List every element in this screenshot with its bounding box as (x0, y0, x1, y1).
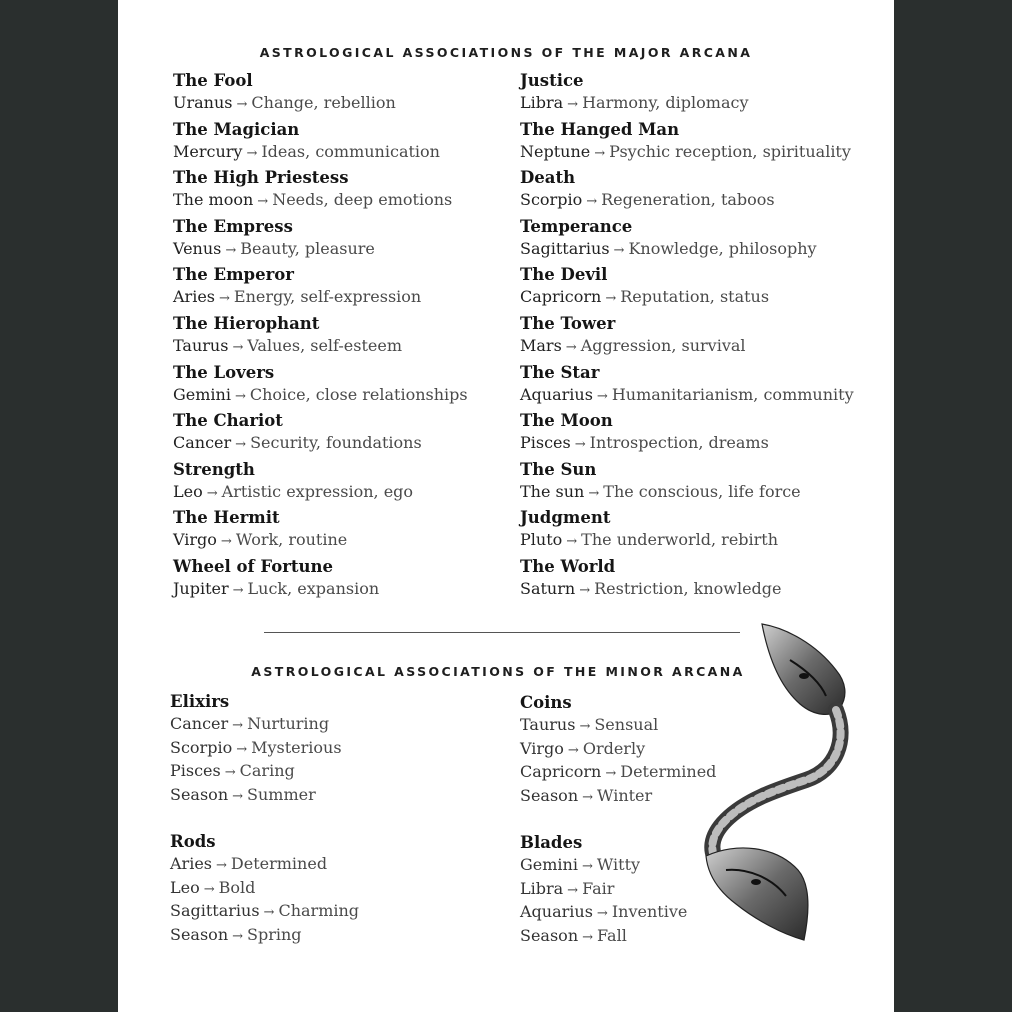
meaning: Beauty, pleasure (240, 238, 375, 258)
card-association (520, 432, 890, 456)
sign: Libra (520, 878, 564, 898)
card-name: Death (520, 168, 576, 188)
arrow-icon: → (586, 194, 598, 210)
arcana-entry (173, 507, 503, 556)
card-association (173, 286, 503, 310)
sign: Aries (170, 854, 212, 873)
card-name: The Moon (520, 411, 613, 431)
planet-or-sign: Libra (520, 93, 564, 112)
arrow-icon: → (203, 881, 215, 897)
arrow-icon: → (567, 882, 579, 898)
card-association (520, 384, 890, 408)
suit-association (170, 760, 470, 784)
arcana-entry (520, 556, 890, 605)
sign: Pisces (170, 761, 221, 781)
meaning: Aggression, survival (580, 335, 746, 355)
arrow-icon: → (613, 242, 625, 258)
suit-association (170, 737, 470, 761)
arrow-icon: → (206, 485, 218, 501)
trait: Fall (597, 925, 627, 945)
planet-or-sign: The moon (173, 190, 254, 210)
sign: Aquarius (520, 902, 593, 922)
two-headed-serpent-icon (686, 620, 886, 950)
arrow-icon: → (579, 582, 591, 598)
sign: Capricorn (520, 762, 602, 782)
card-name: The Lovers (173, 362, 275, 382)
sign: Sagittarius (170, 901, 260, 921)
arcana-entry (173, 167, 503, 216)
arrow-icon: → (232, 718, 244, 733)
suit-association (170, 713, 470, 737)
planet-or-sign: Neptune (520, 141, 591, 161)
arrow-icon: → (596, 388, 608, 404)
arrow-icon: → (232, 788, 244, 804)
arcana-entry (520, 119, 890, 168)
trait: Determined (620, 762, 717, 782)
meaning: Security, foundations (250, 433, 422, 453)
arrow-icon: → (216, 858, 227, 873)
planet-or-sign: Virgo (173, 530, 217, 550)
meaning: Restriction, knowledge (594, 578, 782, 598)
planet-or-sign: Aquarius (520, 384, 593, 404)
arcana-entry (520, 410, 890, 459)
arrow-icon: → (594, 145, 606, 161)
suit-rods (170, 831, 470, 947)
arcana-entry (520, 167, 890, 216)
arcana-entry (173, 119, 503, 168)
card-association (173, 529, 503, 553)
card-association (173, 481, 503, 505)
suit-association (170, 924, 470, 948)
card-association (520, 335, 890, 359)
meaning: Introspection, dreams (589, 433, 769, 453)
arrow-icon: → (596, 906, 608, 922)
card-association (173, 384, 503, 408)
card-name: Judgment (520, 508, 611, 528)
card-name: The Devil (520, 265, 608, 285)
arcana-entry (173, 70, 503, 119)
arrow-icon: → (566, 534, 578, 550)
planet-or-sign: Sagittarius (520, 238, 610, 258)
card-name: The Hierophant (173, 313, 320, 333)
planet-or-sign: Leo (173, 481, 203, 501)
meaning: Regeneration, taboos (601, 190, 775, 210)
trait: Determined (230, 854, 328, 873)
card-name: The Fool (173, 71, 253, 90)
meaning: Psychic reception, spirituality (609, 141, 851, 161)
trait: Fair (582, 878, 615, 898)
planet-or-sign: Scorpio (520, 190, 583, 210)
card-name: The Sun (520, 459, 597, 479)
sign: Season (520, 925, 579, 945)
arrow-icon: → (582, 789, 594, 805)
arrow-icon: → (225, 242, 237, 258)
card-association (520, 481, 890, 505)
card-name: Wheel of Fortune (173, 556, 334, 576)
sign: Season (170, 784, 229, 804)
card-name: The Empress (173, 216, 293, 236)
suit-name: Elixirs (170, 692, 230, 711)
meaning: Choice, close relationships (249, 384, 468, 404)
trait: Witty (596, 855, 641, 874)
arrow-icon: → (581, 859, 593, 874)
arrow-icon: → (232, 339, 244, 355)
planet-or-sign: Saturn (520, 578, 576, 598)
suit-name: Coins (520, 693, 572, 712)
major-arcana-heading: ASTROLOGICAL ASSOCIATIONS OF THE MAJOR ARCANA (259, 45, 753, 60)
sign: Season (170, 924, 229, 944)
trait: Bold (218, 877, 256, 897)
arcana-entry (520, 216, 890, 265)
trait: Mysterious (251, 737, 342, 757)
arrow-icon: → (582, 929, 594, 945)
sign: Gemini (520, 855, 578, 874)
arrow-icon: → (235, 437, 247, 453)
sign: Virgo (520, 738, 564, 758)
trait: Charming (278, 901, 360, 921)
card-name: The Star (520, 362, 600, 382)
arcana-entry (173, 459, 503, 508)
arrow-icon: → (246, 145, 258, 161)
planet-or-sign: Aries (173, 287, 215, 307)
meaning: Needs, deep emotions (272, 190, 453, 210)
planet-or-sign: Taurus (173, 335, 229, 355)
arcana-entry (520, 264, 890, 313)
planet-or-sign: Pluto (520, 530, 563, 550)
sign: Scorpio (170, 737, 233, 757)
card-name: The Chariot (173, 411, 283, 431)
planet-or-sign: Mars (520, 335, 562, 355)
arcana-entry (173, 313, 503, 362)
arrow-icon: → (567, 742, 579, 758)
trait: Caring (239, 761, 295, 781)
card-association (520, 286, 890, 310)
card-name: The Hanged Man (520, 119, 680, 139)
card-association (520, 238, 890, 262)
arrow-icon: → (257, 194, 269, 210)
suit-elixirs (170, 691, 470, 807)
arcana-entry (520, 362, 890, 411)
planet-or-sign: Gemini (173, 384, 231, 404)
card-association (173, 578, 503, 602)
card-name: The Tower (520, 313, 616, 333)
card-association (520, 578, 890, 602)
card-association (173, 92, 503, 116)
suit-association (170, 900, 470, 924)
meaning: The underworld, rebirth (581, 530, 779, 550)
arrow-icon: → (224, 765, 236, 781)
major-arcana-left-column (173, 70, 503, 605)
suit-name: Blades (520, 833, 583, 852)
arcana-entry (173, 410, 503, 459)
trait: Winter (597, 785, 653, 805)
arrow-icon: → (232, 582, 244, 598)
card-name: The High Priestess (173, 168, 349, 188)
sign: Season (520, 785, 579, 805)
arcana-entry (520, 507, 890, 556)
meaning: Luck, expansion (247, 578, 380, 598)
arrow-icon: → (605, 766, 617, 782)
suit-association (170, 784, 470, 808)
arrow-icon: → (588, 485, 600, 501)
sign: Taurus (520, 715, 576, 734)
arcana-entry (520, 70, 890, 119)
planet-or-sign: Mercury (173, 141, 243, 161)
card-name: Temperance (520, 216, 633, 236)
arcana-entry (520, 313, 890, 362)
arrow-icon: → (232, 928, 244, 944)
meaning: Change, rebellion (251, 93, 396, 112)
card-name: The Emperor (173, 265, 294, 285)
book-page (118, 0, 894, 1012)
meaning: Artistic expression, ego (221, 481, 414, 501)
card-association (173, 335, 503, 359)
meaning: Humanitarianism, community (611, 384, 854, 404)
meaning: The conscious, life force (603, 481, 801, 501)
card-name: The Magician (173, 119, 300, 139)
minor-arcana-heading: ASTROLOGICAL ASSOCIATIONS OF THE MINOR ARCANA (251, 664, 745, 679)
trait: Spring (247, 924, 302, 944)
card-association (173, 189, 503, 213)
card-name: The World (520, 556, 616, 576)
planet-or-sign: Capricorn (520, 287, 602, 307)
card-association (173, 238, 503, 262)
arrow-icon: → (574, 437, 586, 453)
planet-or-sign: Pisces (520, 433, 571, 453)
arcana-entry (173, 264, 503, 313)
card-name: Strength (173, 459, 255, 479)
meaning: Reputation, status (620, 287, 770, 307)
planet-or-sign: Cancer (173, 433, 232, 453)
arrow-icon: → (236, 97, 248, 112)
planet-or-sign: Venus (173, 238, 222, 258)
arrow-icon: → (579, 719, 591, 734)
card-association (173, 432, 503, 456)
suit-name: Rods (170, 832, 216, 851)
sign: Leo (170, 877, 200, 897)
meaning: Harmony, diplomacy (582, 93, 749, 112)
suit-association (170, 853, 470, 877)
arcana-entry (173, 556, 503, 605)
planet-or-sign: Uranus (173, 93, 233, 112)
arrow-icon: → (567, 97, 579, 112)
arcana-entry (173, 216, 503, 265)
meaning: Values, self-esteem (247, 335, 403, 355)
meaning: Energy, self-expression (233, 287, 422, 307)
trait: Nurturing (247, 714, 330, 733)
meaning: Ideas, communication (261, 141, 440, 161)
section-divider (264, 632, 740, 633)
trait: Sensual (594, 715, 659, 734)
meaning: Knowledge, philosophy (628, 238, 817, 258)
card-name: Justice (520, 71, 584, 90)
planet-or-sign: The sun (520, 481, 585, 501)
planet-or-sign: Jupiter (173, 578, 229, 598)
major-arcana-right-column (520, 70, 890, 605)
trait: Inventive (611, 902, 688, 922)
arrow-icon: → (220, 534, 232, 550)
arrow-icon: → (236, 741, 248, 757)
trait: Summer (247, 784, 316, 804)
arrow-icon: → (219, 291, 230, 307)
suit-association (170, 877, 470, 901)
trait: Orderly (582, 738, 646, 758)
card-association (173, 141, 503, 165)
card-association (520, 141, 890, 165)
sign: Cancer (170, 714, 229, 733)
arrow-icon: → (565, 339, 577, 355)
card-association (520, 92, 890, 116)
arrow-icon: → (263, 905, 275, 921)
card-association (520, 189, 890, 213)
arrow-icon: → (234, 388, 246, 404)
card-association (520, 529, 890, 553)
arcana-entry (173, 362, 503, 411)
card-name: The Hermit (173, 508, 280, 528)
arcana-entry (520, 459, 890, 508)
meaning: Work, routine (235, 530, 348, 550)
arrow-icon: → (605, 291, 617, 307)
